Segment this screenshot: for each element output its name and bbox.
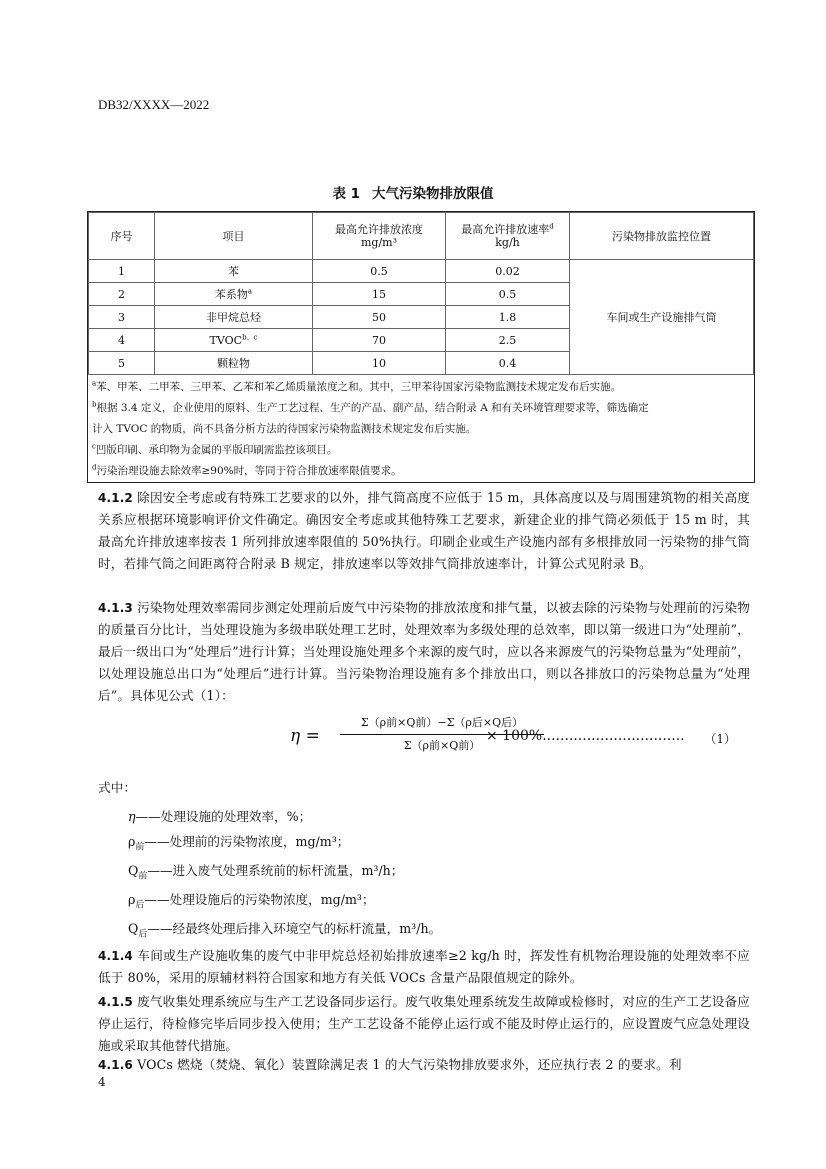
def-text: ——经最终处理后排入环境空气的标杆流量，m³/h。 [147, 921, 442, 936]
table-note [92, 461, 750, 482]
note-text: 凹版印刷、承印物为金属的平版印刷需监控该项目。 [95, 444, 338, 456]
where-label: 式中： [98, 780, 137, 795]
def-symbol: Q [128, 863, 139, 878]
section-text: 废气收集处理系统应与生产工艺设备同步运行。废气收集处理系统发生故障或检修时，对应的生产工艺设备应停止运行，待检修完毕后同步投入使用；生产工艺设备不能停止运行或不能及时停止运行的，应设置废气应急处理设施或采取其他替代措施。 [98, 994, 751, 1053]
def-subscript: 前 [138, 871, 148, 882]
definition-item [128, 860, 404, 882]
header-rate-label: 最高允许排放速率 [461, 223, 550, 236]
def-text: ——处理设施的处理效率，%； [135, 809, 312, 824]
note-mark: b [92, 400, 97, 409]
row-item-note: a [247, 286, 253, 295]
def-text: ——进入废气处理系统前的标杆流量，m³/h； [147, 863, 404, 878]
def-symbol: Q [128, 921, 139, 936]
section-4-1-4 [98, 945, 750, 989]
row-rate: 2.5 [446, 329, 570, 352]
formula-tail: × 100%................................ [486, 728, 685, 744]
header-seq: 序号 [89, 213, 155, 260]
row-conc: 0.5 [313, 260, 446, 283]
row-seq: 2 [89, 283, 155, 306]
note-text: 计入 TVOC 的物质，尚不具备分析方法的待国家污染物监测技术规定发布后实施。 [92, 423, 477, 435]
note-text: 苯、甲苯、二甲苯、三甲苯、乙苯和苯乙烯质量浓度之和。其中，三甲苯待国家污染物监测技术规定发布后实施。 [96, 381, 622, 393]
definition-item [128, 918, 442, 940]
row-rate: 0.02 [446, 260, 570, 283]
row-item [155, 352, 313, 375]
row-item [155, 260, 313, 283]
table-number: 表 1 [332, 186, 361, 202]
note-text: 根据 3.4 定义，企业使用的原料、生产工艺过程、生产的产品、副产品，结合附录 A 和有关环境管理要求等，筛选确定 [96, 402, 649, 414]
page-number: 4 [98, 1075, 106, 1089]
row-item-name: 苯 [228, 264, 239, 278]
row-item [155, 283, 313, 306]
table-title [0, 182, 826, 202]
header-rate-note: d [549, 222, 554, 231]
location-cell: 车间或生产设施排气筒 [570, 260, 754, 375]
section-text: 污染物处理效率需同步测定处理前后废气中污染物的排放浓度和排气量，以被去除的污染物与处理前的污染物的质量百分比计，当处理设施为多级串联处理工艺时，处理效率为多级处理的总效率，即以第一级进口为“处理前”，最后一级出口为“处理后”进行计算；当处理设施处理多个来源的废气时，应以各来源废气的污染物总量为“处理前”，以处理设施总出口为“处理后”进行计算。当污染物治理设施有多个排放出口，则以各排放口的污染物总量为“处理后”。具体见公式（1）： [98, 600, 751, 703]
row-seq: 3 [89, 306, 155, 329]
efficiency-formula [290, 712, 750, 762]
def-symbol: ρ [128, 892, 136, 907]
row-seq: 4 [89, 329, 155, 352]
table-header-row [89, 213, 754, 260]
row-conc: 10 [313, 352, 446, 375]
header-rate [446, 213, 570, 260]
note-mark: c [92, 442, 96, 451]
def-symbol: η [128, 809, 136, 824]
header-conc [313, 213, 446, 260]
emission-limits-table [87, 211, 755, 483]
section-number: 4.1.2 [98, 491, 133, 505]
section-4-1-2 [98, 487, 750, 575]
row-item [155, 306, 313, 329]
table-title-text: 大气污染物排放限值 [372, 186, 494, 202]
header-conc-unit: mg/m³ [360, 236, 398, 249]
section-number: 4.1.6 [98, 1058, 133, 1072]
row-conc: 50 [313, 306, 446, 329]
row-seq: 5 [89, 352, 155, 375]
table-note [92, 377, 750, 398]
section-number: 4.1.3 [98, 601, 133, 615]
def-symbol: ρ [128, 834, 136, 849]
def-subscript: 后 [138, 929, 148, 940]
section-number: 4.1.4 [98, 949, 133, 963]
row-item-name: 苯系物 [214, 287, 248, 301]
row-item-name: TVOC [209, 333, 243, 347]
section-4-1-3 [98, 597, 750, 707]
section-4-1-5 [98, 991, 750, 1057]
table-note [92, 398, 750, 419]
row-rate: 1.8 [446, 306, 570, 329]
def-subscript: 前 [135, 842, 145, 853]
document-code: DB32/XXXX—2022 [98, 97, 210, 112]
row-item-note: b、c [242, 332, 258, 341]
section-number: 4.1.5 [98, 995, 133, 1009]
table-row [89, 260, 754, 283]
note-mark: d [92, 463, 97, 472]
row-conc: 70 [313, 329, 446, 352]
equation-number: （1） [704, 732, 736, 746]
header-item: 项目 [155, 213, 313, 260]
def-subscript: 后 [135, 900, 145, 911]
def-text: ——处理前的污染物浓度，mg/m³； [144, 834, 350, 849]
row-item-name: 颗粒物 [217, 356, 250, 370]
table-notes [88, 375, 754, 482]
table-note [92, 440, 750, 461]
section-text: VOCs 燃烧（焚烧、氧化）装置除满足表 1 的大气污染物排放要求外，还应执行表 2 的要求。利 [137, 1057, 682, 1072]
definition-item [128, 831, 350, 853]
formula-lhs: η = [290, 726, 320, 746]
note-mark: a [92, 379, 97, 388]
section-text: 车间或生产设施收集的废气中非甲烷总烃初始排放速率≥2 kg/h 时，挥发性有机物治理设施的处理效率不应低于 80%，采用的原辅材料符合国家和地方有关低 VOCs 含量产品限值规定的除外。 [98, 948, 750, 985]
row-item-name: 非甲烷总烃 [206, 310, 261, 324]
table-note [92, 419, 750, 440]
note-text: 污染治理设施去除效率≥90%时，等同于符合排放速率限值要求。 [96, 465, 402, 477]
row-item [155, 329, 313, 352]
row-conc: 15 [313, 283, 446, 306]
formula-numerator: Σ（ρ前×Q前）−Σ（ρ后×Q后） [340, 712, 544, 735]
section-text: 除因安全考虑或有特殊工艺要求的以外，排气筒高度不应低于 15 m，具体高度以及与周围建筑物的相关高度关系应根据环境影响评价文件确定。确因安全考虑或其他特殊工艺要求，新建企业的排气筒必须低于 15 m 时，其最高允许排放速率按表 1 所列排放速率限值的 50%执行。印刷企业或生产设施内部有多根排放同一污染物的排气筒时，若排气筒之间距离符合附录 B 规定，排放速率以等效排气筒排放速率计，计算公式见附录 B。 [98, 490, 750, 571]
row-rate: 0.4 [446, 352, 570, 375]
definition-item [128, 889, 375, 911]
section-4-1-6 [98, 1054, 750, 1076]
row-rate: 0.5 [446, 283, 570, 306]
header-location: 污染物排放监控位置 [570, 213, 754, 260]
def-text: ——处理设施后的污染物浓度，mg/m³； [144, 892, 375, 907]
definition-item [128, 806, 311, 825]
header-rate-unit: kg/h [495, 236, 520, 249]
formula-denominator: Σ（ρ前×Q前） [403, 739, 481, 752]
row-seq: 1 [89, 260, 155, 283]
header-conc-label: 最高允许排放浓度 [335, 223, 423, 236]
